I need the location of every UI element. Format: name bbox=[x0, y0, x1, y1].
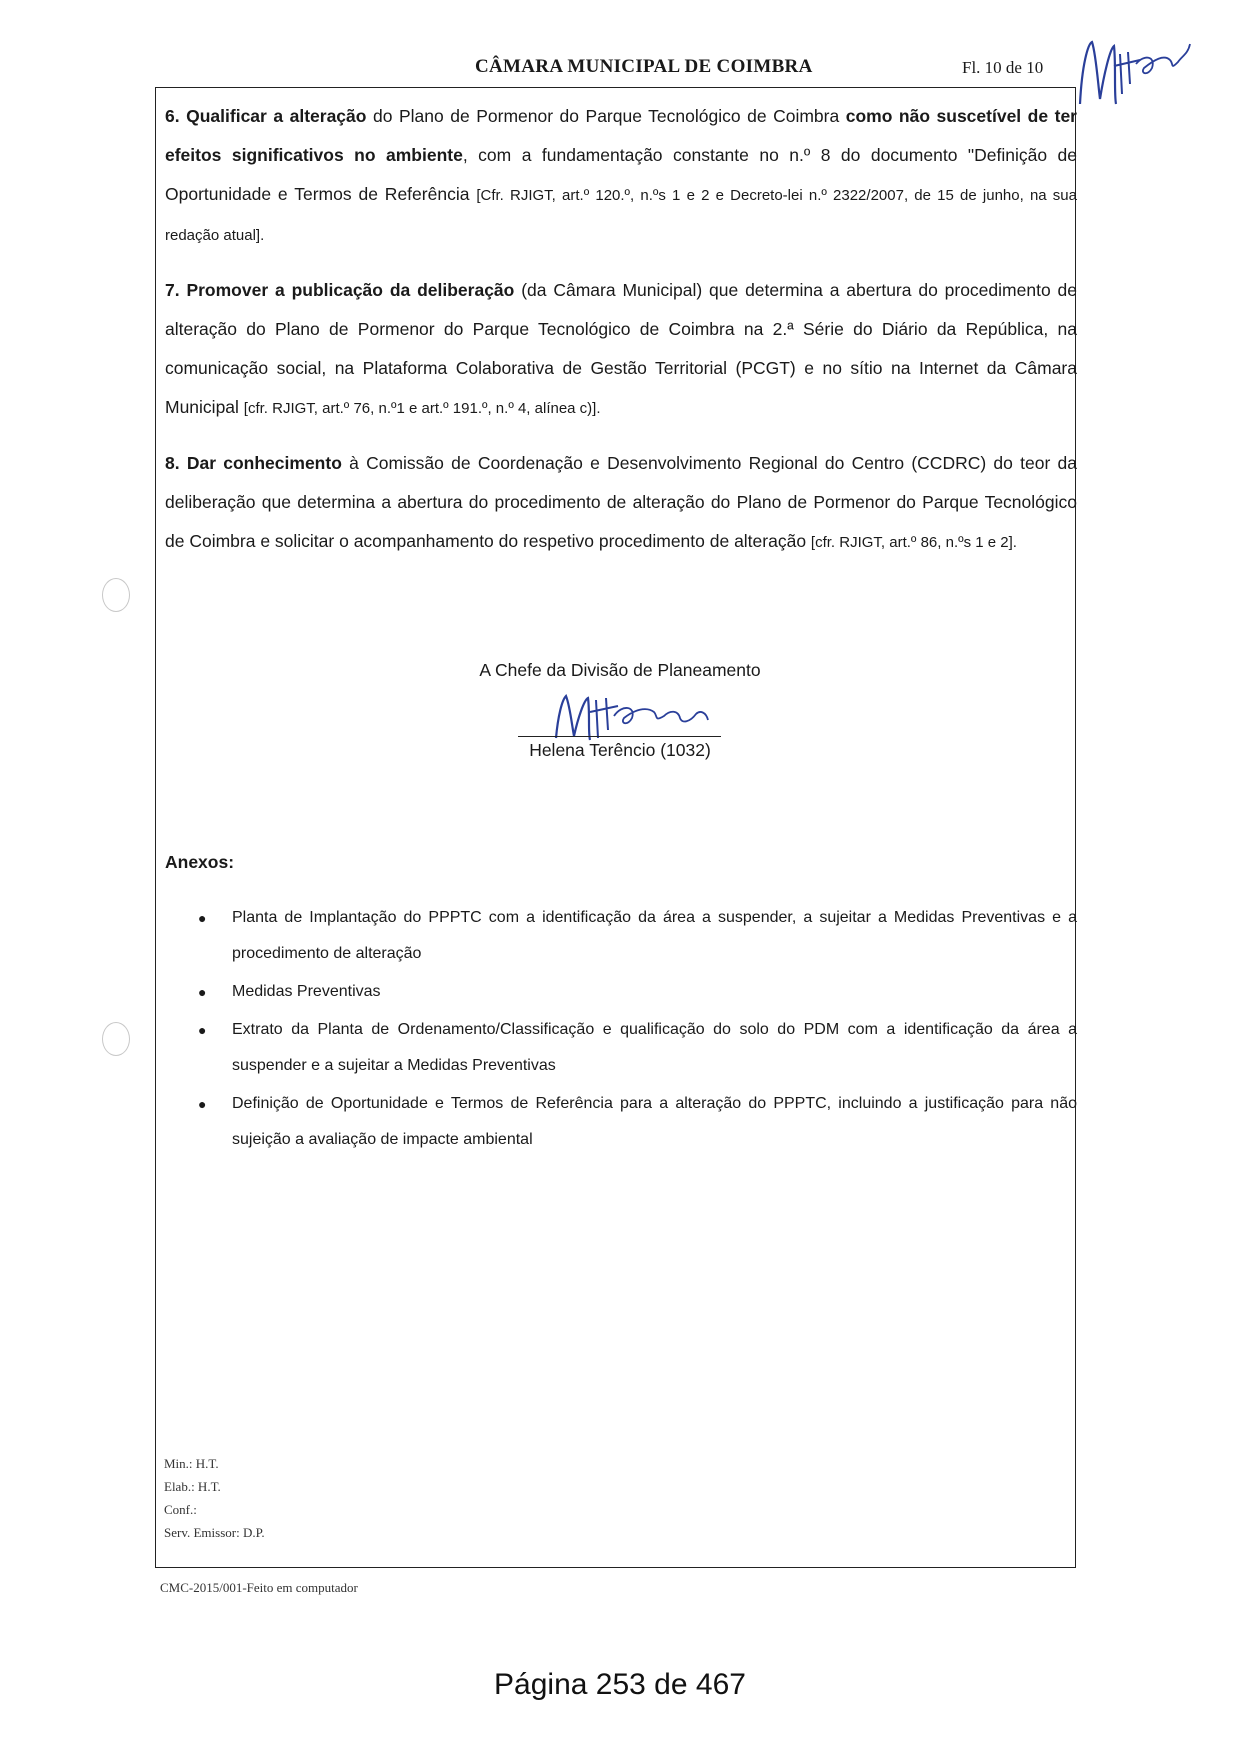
body-text bbox=[165, 97, 1077, 578]
annexes-title: Anexos: bbox=[165, 852, 235, 872]
item-bold-text: como não suscetível de ter efeitos significativos no ambiente bbox=[165, 106, 1077, 165]
list-item bbox=[165, 900, 1077, 972]
paragraph-item-6 bbox=[165, 97, 1077, 255]
footnote-block bbox=[164, 1452, 265, 1544]
list-item bbox=[165, 974, 1077, 1010]
list-item bbox=[165, 1086, 1077, 1158]
folio-number: Fl. 10 de 10 bbox=[962, 58, 1044, 77]
bullet-icon: ● bbox=[198, 984, 207, 1000]
item-text: , com a fundamentação constante no n.º 8 do documento "Definição de Oportunidade e Termos de Referência bbox=[165, 145, 1077, 204]
annex-text: Extrato da Planta de Ordenamento/Classificação e qualificação do solo do PDM com a identificação da área a suspender e a sujeitar a Medidas Preventivas bbox=[232, 1021, 1077, 1074]
punch-hole-icon bbox=[102, 1022, 130, 1056]
bullet-icon: ● bbox=[198, 1096, 207, 1112]
item-text: à Comissão de Coordenação e Desenvolvimento Regional do Centro (CCDRC) do teor da deliberação que determina a abertura do procedimento de alteração do Plano de Pormenor do Parque Tecnológico de Coimbra e solicitar o acompanhamento do respetivo procedimento de alteração bbox=[165, 453, 1077, 551]
signatory-name: Helena Terêncio (1032) bbox=[529, 740, 711, 760]
item-text: (da Câmara Municipal) que determina a abertura do procedimento de alteração do Plano de Pormenor do Parque Tecnológico de Coimbra na 2.ª Série do Diário da República, na comunicação social, na Plataforma Colaborativa de Gestão Territorial (PCGT) e no sítio na Internet da Câmara Municipal bbox=[165, 280, 1077, 417]
footnote-conf: Conf.: bbox=[164, 1502, 197, 1517]
form-code: CMC-2015/001-Feito em computador bbox=[160, 1580, 358, 1595]
item-number: 6. bbox=[165, 106, 180, 126]
item-reference: [Cfr. RJIGT, art.º 120.º, n.ºs 1 e 2 e Decreto-lei n.º 2322/2007, de 15 de junho, na sua redação atual]. bbox=[165, 187, 1077, 244]
item-lead: Qualificar a alteração bbox=[186, 106, 367, 126]
page-header bbox=[0, 56, 1240, 88]
bullet-icon: ● bbox=[198, 910, 207, 926]
signature-line bbox=[518, 736, 721, 737]
paragraph-item-7 bbox=[165, 271, 1077, 428]
page-number: Página 253 de 467 bbox=[494, 1668, 746, 1701]
item-reference: [cfr. RJIGT, art.º 86, n.ºs 1 e 2]. bbox=[810, 534, 1017, 551]
annex-text: Definição de Oportunidade e Termos de Referência para a alteração do PPPTC, incluindo a justificação para não sujeição a avaliação de impacte ambiental bbox=[232, 1095, 1077, 1148]
item-lead: Dar conhecimento bbox=[186, 453, 342, 473]
margin-signature-icon bbox=[1070, 24, 1195, 124]
paragraph-item-8 bbox=[165, 444, 1077, 562]
footnote-elab: Elab.: H.T. bbox=[164, 1479, 221, 1494]
item-reference: [cfr. RJIGT, art.º 76, n.º1 e art.º 191.º, n.º 4, alínea c)]. bbox=[243, 400, 601, 417]
list-item bbox=[165, 1012, 1077, 1084]
annex-text: Medidas Preventivas bbox=[232, 983, 381, 1000]
footnote-service: Serv. Emissor: D.P. bbox=[164, 1525, 265, 1540]
handwritten-signature-icon bbox=[550, 686, 720, 746]
organization-title: CÂMARA MUNICIPAL DE COIMBRA bbox=[475, 56, 813, 77]
item-number: 8. bbox=[165, 453, 180, 473]
annex-text: Planta de Implantação do PPPTC com a identificação da área a suspender, a sujeitar a Medidas Preventivas e a procedimento de alteração bbox=[232, 909, 1077, 962]
item-number: 7. bbox=[165, 280, 180, 300]
item-lead: Promover a publicação da deliberação bbox=[186, 280, 515, 300]
annexes-list bbox=[165, 900, 1077, 1160]
bullet-icon: ● bbox=[198, 1022, 207, 1038]
item-text: do Plano de Pormenor do Parque Tecnológico de Coimbra bbox=[366, 106, 846, 126]
signatory-role: A Chefe da Divisão de Planeamento bbox=[479, 660, 761, 680]
footnote-min: Min.: H.T. bbox=[164, 1456, 219, 1471]
punch-hole-icon bbox=[102, 578, 130, 612]
